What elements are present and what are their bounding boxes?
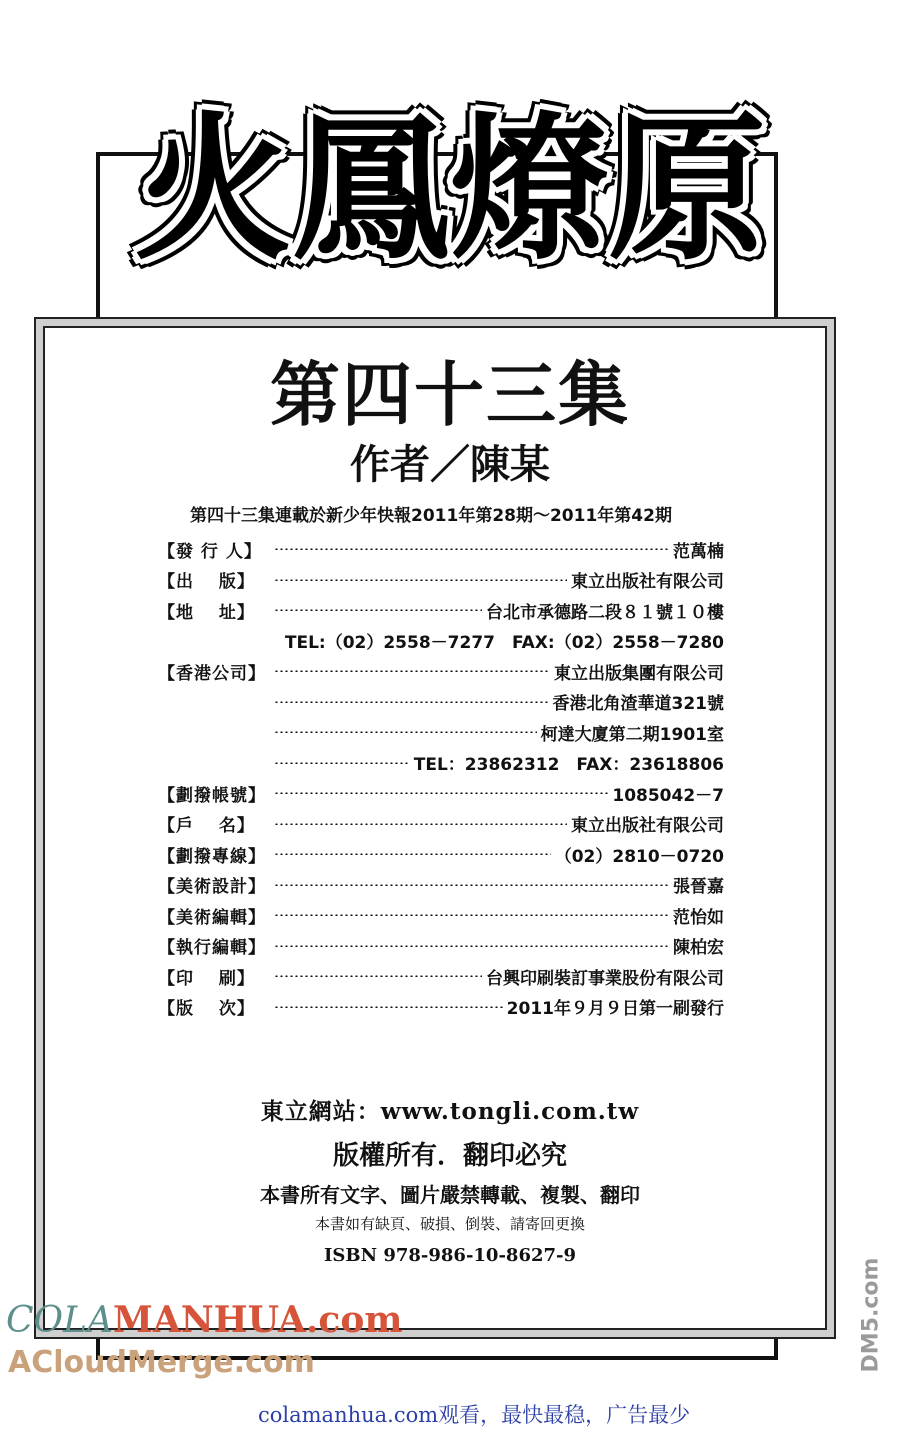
colophon-row [158,992,724,1023]
volume-title: 第四十三集 [270,353,630,436]
colophon-row [158,839,724,870]
colophon-value: 1085042－7 [612,785,724,806]
colophon-row [158,626,724,657]
colophon-label: 【美術設計】 [158,877,266,898]
colophon-label: 【印 刷】 [158,968,255,989]
dot-leader [274,945,669,947]
colophon-value: TEL:（02）2558－7277 FAX:（02）2558－7280 [284,633,724,654]
colophon-value: 范怡如 [673,907,724,928]
colophon-value: 東立出版集團有限公司 [554,663,724,684]
reproduction-notice: 本書所有文字、圖片嚴禁轉載、複製、翻印 [260,1183,640,1207]
colophon-row [158,687,724,718]
dot-leader [274,609,482,611]
colophon-row [158,534,724,565]
dot-leader [274,914,669,916]
colophon-value: 陳柏宏 [673,938,724,959]
colophon-label: 【美術編輯】 [158,907,266,928]
colophon-value: 柯達大廈第二期1901室 [540,724,724,745]
isbn: ISBN 978-986-10-8627-9 [323,1245,577,1266]
colophon-label: 【版 次】 [158,999,255,1020]
watermark-manhua-text: MANHUA.com [112,1299,403,1341]
watermark-cola-text: COLA [6,1300,113,1341]
colophon-value: 東立出版社有限公司 [571,572,724,593]
colophon-value: TEL：23862312 FAX：23618806 [413,755,724,776]
colophon-list [158,534,724,1022]
colophon-value: 張晉嘉 [673,877,724,898]
colophon-label: 【戶 名】 [158,816,255,837]
colophon-row [158,778,724,809]
watermark-acloudmerge: ACloudMerge.com [8,1345,315,1380]
serialization-note: 第四十三集連載於新少年快報2011年第28期～2011年第42期 [190,506,672,526]
colophon-value: 2011年９月９日第一刷發行 [506,999,724,1020]
colophon-row [158,595,724,626]
dot-leader [274,853,551,855]
colophon-value: 香港北角渣華道321號 [552,694,724,715]
colophon-label: 【執行編輯】 [158,938,266,959]
colophon-label: 【劃撥專線】 [158,846,266,867]
colophon-row [158,656,724,687]
defect-notice: 本書如有缺頁、破損、倒裝、請寄回更換 [314,1215,585,1233]
colophon-value: 台北市承德路二段８１號１０樓 [486,602,724,623]
footer-ad-text: colamanhua.com观看，最快最稳，广告最少 [258,1403,691,1427]
colophon-row [158,809,724,840]
colophon-label: 【香港公司】 [158,663,266,684]
colophon-row [158,900,724,931]
dot-leader [274,579,567,581]
colophon-row [158,565,724,596]
colophon-row [158,961,724,992]
watermark-colamanhua [6,1298,402,1343]
colophon-row [158,931,724,962]
dot-leader [274,823,567,825]
colophon-label: 【發 行 人】 [158,541,262,562]
author-line: 作者／陳某 [350,441,550,488]
colophon-label: 【劃撥帳號】 [158,785,266,806]
colophon-row [158,748,724,779]
watermark-dm5-text: DM5.com [858,1257,884,1373]
dot-leader [274,701,549,703]
dot-leader [274,731,537,733]
watermark-dm5 [848,1257,894,1373]
dot-leader [274,884,669,886]
dot-leader [274,762,410,764]
colophon-value: 東立出版社有限公司 [571,816,724,837]
dot-leader [274,975,482,977]
colophon-value: （02）2810－0720 [554,846,724,867]
dot-leader [274,792,608,794]
colophon-row [158,870,724,901]
colophon-row [158,717,724,748]
dot-leader [274,670,550,672]
dot-leader [274,1006,503,1008]
manga-title: 火鳳燎原 [134,98,766,282]
dot-leader [274,548,669,550]
publisher-website: 東立網站：www.tongli.com.tw [260,1098,640,1125]
colophon-label: 【地 址】 [158,602,255,623]
colophon-value: 范萬楠 [673,541,724,562]
colophon-value: 台興印刷裝訂事業股份有限公司 [486,968,724,989]
copyright-notice: 版權所有．翻印必究 [332,1141,567,1171]
colophon-label: 【出 版】 [158,572,255,593]
